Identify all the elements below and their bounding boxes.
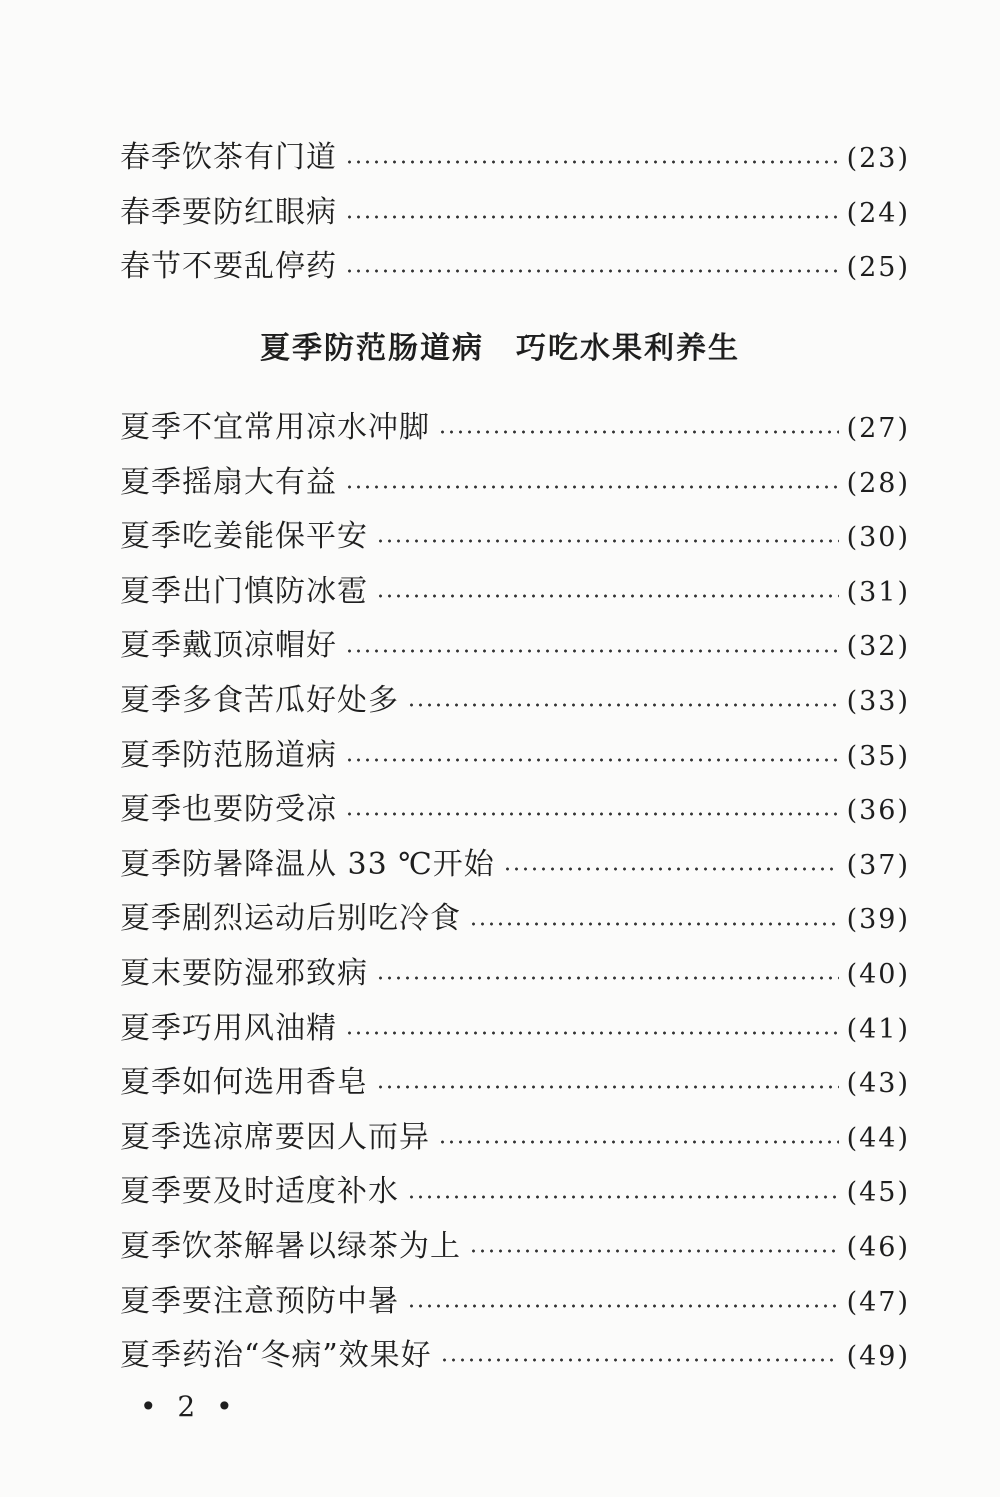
toc-entry-title: 夏季戴顶凉帽好	[120, 628, 337, 664]
toc-entry-page: (43)	[846, 1068, 910, 1100]
dot-leader	[376, 593, 839, 599]
toc-entry-page: (27)	[846, 413, 910, 444]
dot-leader	[407, 1303, 839, 1309]
toc-entry	[120, 1275, 910, 1330]
toc-entry-title: 夏季选凉席要因人而异	[120, 1119, 430, 1155]
toc-entry	[120, 186, 910, 241]
dot-leader	[376, 538, 839, 544]
toc-entry-title: 夏季摇扇大有益	[120, 464, 337, 500]
dot-leader	[345, 757, 839, 763]
toc-list-spring	[120, 131, 910, 295]
toc-entry	[120, 1165, 910, 1220]
toc-entry	[120, 131, 910, 186]
toc-entry-page: (23)	[846, 143, 910, 174]
toc-entry	[120, 619, 910, 674]
section-heading: 夏季防范肠道病 巧吃水果利养生	[260, 331, 740, 366]
toc-entry-title: 夏季要及时适度补水	[120, 1174, 399, 1210]
toc-entry-page: (41)	[846, 1013, 910, 1045]
dot-leader	[376, 1084, 839, 1090]
toc-entry	[120, 1220, 910, 1275]
toc-entry-title: 春季饮茶有门道	[120, 140, 337, 175]
toc-entry-title: 夏季吃姜能保平安	[120, 519, 368, 555]
toc-entry	[120, 240, 910, 295]
toc-entry-page: (30)	[846, 522, 910, 554]
dot-leader	[438, 1139, 839, 1145]
toc-entry	[120, 510, 910, 565]
toc-entry-page: (47)	[846, 1286, 910, 1318]
toc-entry	[120, 456, 910, 511]
toc-entry-page: (28)	[846, 467, 910, 499]
toc-entry-title: 夏季多食苦瓜好处多	[120, 682, 399, 718]
toc-entry-title: 夏季剧烈运动后别吃冷食	[120, 901, 461, 937]
toc-entry	[120, 1111, 910, 1166]
dot-leader	[438, 429, 839, 435]
toc-entry-title: 夏季防范肠道病	[120, 737, 337, 773]
dot-leader	[345, 484, 839, 490]
toc-entry-page: (25)	[846, 252, 910, 284]
toc-entry-page: (37)	[846, 849, 910, 881]
toc-entry	[120, 892, 910, 947]
toc-entry	[120, 565, 910, 620]
dot-leader	[345, 159, 839, 165]
toc-entry-page: (33)	[846, 685, 910, 717]
toc-entry	[120, 1056, 910, 1111]
toc-entry	[120, 401, 910, 456]
toc-entry-page: (35)	[846, 740, 910, 772]
dot-leader	[503, 866, 839, 872]
toc-entry	[120, 783, 910, 838]
toc-entry-title: 夏季药治“冬病”效果好	[120, 1338, 432, 1374]
dot-leader	[469, 921, 839, 927]
toc-entry-page: (40)	[846, 958, 910, 990]
toc-entry-title: 春节不要乱停药	[120, 249, 337, 285]
toc-entry-title: 夏季巧用风油精	[120, 1010, 337, 1046]
toc-entry-page: (49)	[846, 1341, 910, 1373]
toc-entry-title: 夏季如何选用香皂	[120, 1065, 368, 1101]
dot-leader	[345, 268, 839, 274]
dot-leader	[407, 1194, 839, 1200]
toc-entry-page: (32)	[846, 631, 910, 663]
toc-entry	[120, 947, 910, 1002]
dot-leader	[407, 702, 839, 708]
toc-entry-page: (45)	[846, 1177, 910, 1209]
toc-entry-title: 夏季防暑降温从 33 ℃开始	[120, 846, 495, 882]
toc-entry-page: (31)	[846, 576, 910, 608]
dot-leader	[345, 648, 839, 654]
toc-entry	[120, 1329, 910, 1384]
toc-entry-title: 夏季饮茶解暑以绿茶为上	[120, 1228, 461, 1264]
toc-entry-title: 春季要防红眼病	[120, 194, 337, 230]
toc-entry-page: (46)	[846, 1231, 910, 1263]
toc-entry-page: (24)	[846, 197, 910, 229]
toc-list-summer	[120, 401, 910, 1384]
toc-entry-title: 夏季出门慎防冰雹	[120, 573, 368, 609]
toc-entry	[120, 729, 910, 784]
toc-entry-title: 夏末要防湿邪致病	[120, 955, 368, 991]
toc-entry	[120, 674, 910, 729]
page-number-footer: • 2 •	[140, 1390, 239, 1423]
toc-entry-page: (36)	[846, 795, 910, 827]
dot-leader	[469, 1248, 839, 1254]
toc-entry	[120, 1002, 910, 1057]
toc-entry-page: (44)	[846, 1122, 910, 1154]
toc-entry-title: 夏季不宜常用凉水冲脚	[120, 410, 430, 445]
dot-leader	[376, 975, 839, 981]
toc-entry-title: 夏季也要防受凉	[120, 792, 337, 828]
toc-entry	[120, 838, 910, 893]
toc-entry-title: 夏季要注意预防中暑	[120, 1283, 399, 1319]
dot-leader	[345, 1030, 839, 1036]
toc-entry-page: (39)	[846, 904, 910, 936]
dot-leader	[440, 1357, 839, 1363]
dot-leader	[345, 811, 839, 817]
dot-leader	[345, 214, 839, 220]
